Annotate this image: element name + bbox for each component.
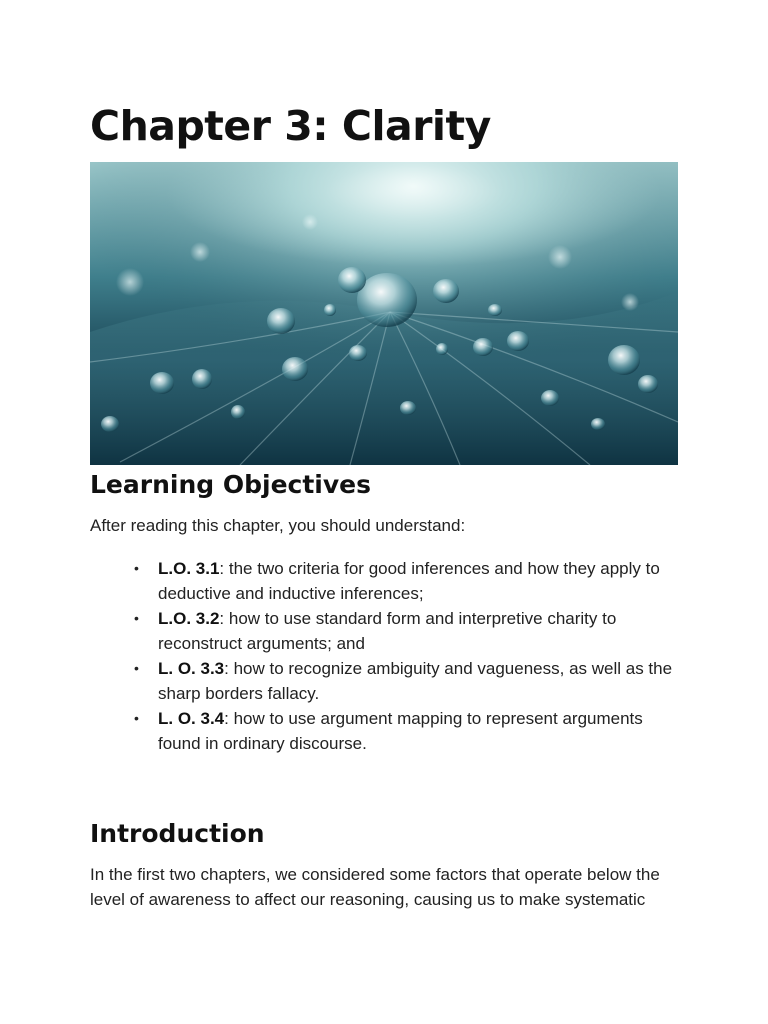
objective-text: : the two criteria for good inferences and how they apply to deductive and inductive inferences;: [158, 559, 660, 603]
objective-text: : how to use standard form and interpretive charity to reconstruct arguments; and: [158, 609, 617, 653]
introduction-paragraph: In the first two chapters, we considered some factors that operate below the level of awareness to affect our reasoning, causing us to make systematic: [90, 865, 660, 909]
objective-text: : how to use argument mapping to represent arguments found in ordinary discourse.: [158, 709, 643, 753]
bullet-icon: •: [134, 560, 139, 576]
bullet-icon: •: [134, 610, 139, 626]
learning-objective-item: [90, 706, 680, 756]
objective-code: L. O. 3.3: [158, 659, 225, 678]
learning-objective-item: [90, 606, 680, 656]
introduction-heading: Introduction: [90, 819, 265, 848]
learning-objectives-intro: After reading this chapter, you should understand:: [90, 516, 466, 535]
objective-code: L. O. 3.4: [158, 709, 225, 728]
chapter-title: Chapter 3: Clarity: [90, 102, 491, 150]
bullet-icon: •: [134, 710, 139, 726]
learning-objectives-list: [90, 556, 680, 756]
learning-objective-item: [90, 656, 680, 706]
learning-objective-item: [90, 556, 680, 606]
objective-code: L.O. 3.2: [158, 609, 220, 628]
bullet-icon: •: [134, 660, 139, 676]
objective-code: L.O. 3.1: [158, 559, 220, 578]
objective-text: : how to recognize ambiguity and vagueness, as well as the sharp borders fallacy.: [158, 659, 673, 703]
chapter-header-image: [90, 162, 678, 465]
learning-objectives-heading: Learning Objectives: [90, 470, 371, 499]
